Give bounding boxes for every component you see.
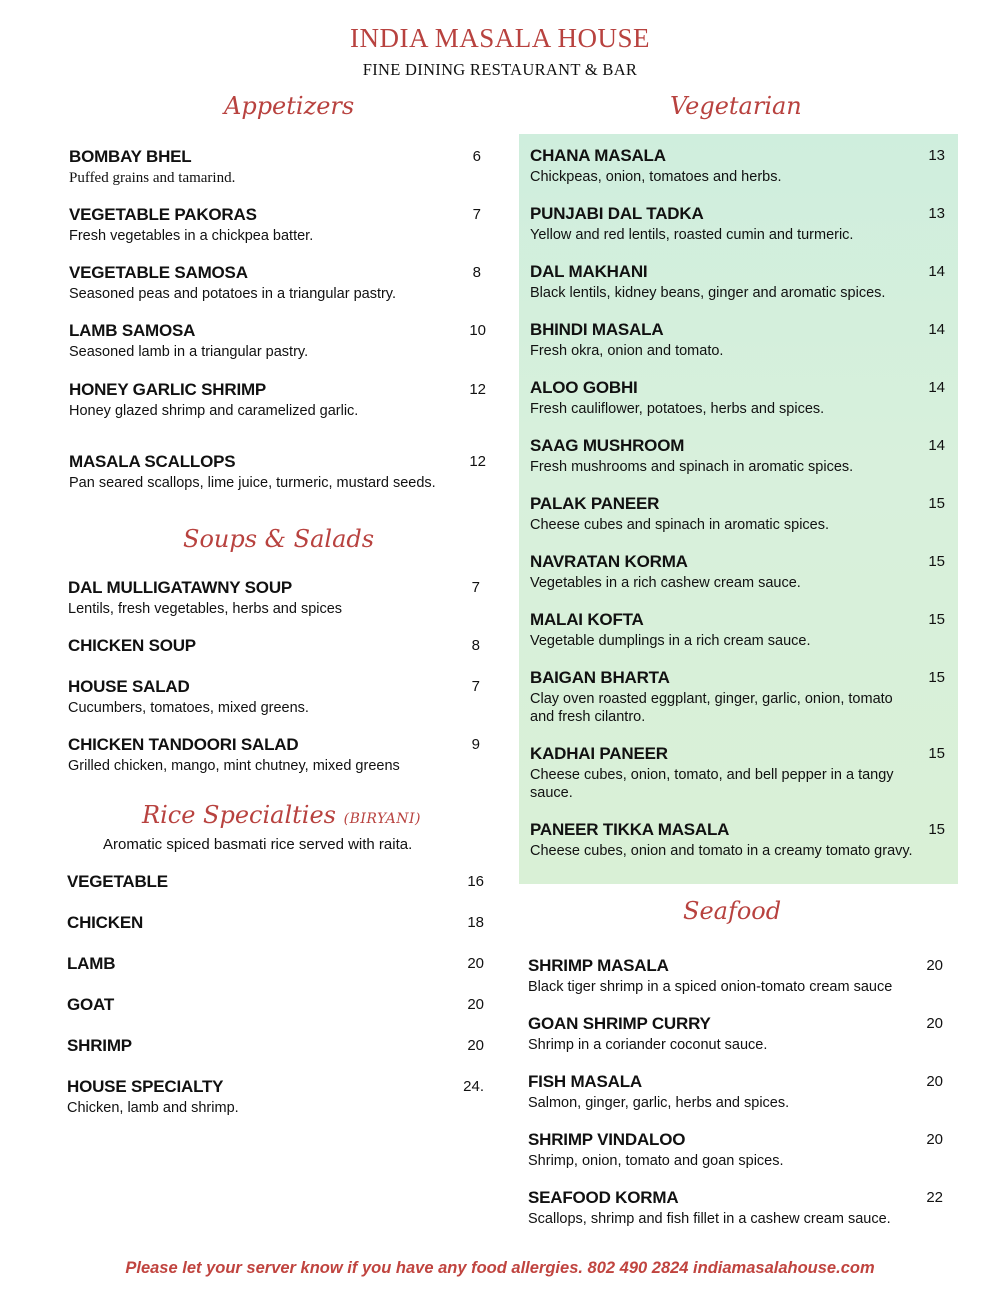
item-name: GOAT <box>67 995 115 1014</box>
item-name: BAIGAN BHARTA <box>530 668 670 687</box>
menu-item <box>530 494 915 534</box>
item-description: Black tiger shrimp in a spiced onion-tomato cream sauce <box>528 979 893 995</box>
item-price: 10 <box>469 322 486 339</box>
soups-salads-heading: Soups & Salads <box>183 525 375 553</box>
menu-item <box>69 147 459 187</box>
item-description: Fresh cauliflower, potatoes, herbs and spices. <box>530 401 825 417</box>
item-description: Shrimp in a coriander coconut sauce. <box>528 1037 768 1053</box>
rice-section-note: Aromatic spiced basmati rice served with raita. <box>103 836 413 853</box>
item-name: GOAN SHRIMP CURRY <box>528 1014 711 1033</box>
menu-item <box>528 1072 913 1112</box>
allergy-footer: Please let your server know if you have any food allergies. 802 490 2824 indiamasalahouse.com <box>125 1259 875 1277</box>
menu-item <box>68 578 458 618</box>
item-price: 20 <box>926 1073 943 1090</box>
menu-item <box>69 321 459 361</box>
item-name: SAAG MUSHROOM <box>530 436 685 455</box>
item-name: SHRIMP VINDALOO <box>528 1130 686 1149</box>
item-name: DAL MAKHANI <box>530 262 648 281</box>
item-price: 15 <box>928 553 945 570</box>
menu-item <box>69 205 459 245</box>
menu-item <box>528 1188 913 1228</box>
item-description: Fresh vegetables in a chickpea batter. <box>69 228 314 244</box>
restaurant-name: INDIA MASALA HOUSE <box>349 23 650 53</box>
item-name: HOUSE SALAD <box>68 677 190 696</box>
item-description: Pan seared scallops, lime juice, turmeric, mustard seeds. <box>69 475 436 491</box>
item-name: VEGETABLE <box>67 872 168 891</box>
item-name: BHINDI MASALA <box>530 320 664 339</box>
item-price: 20 <box>467 955 484 972</box>
item-price: 15 <box>928 611 945 628</box>
item-price: 14 <box>928 437 945 454</box>
menu-item <box>530 146 915 186</box>
item-price: 13 <box>928 205 945 222</box>
menu-item <box>530 378 915 418</box>
item-price: 12 <box>469 453 486 470</box>
item-price: 7 <box>472 206 481 223</box>
item-price: 6 <box>472 148 481 165</box>
item-description: Black lentils, kidney beans, ginger and aromatic spices. <box>530 285 886 301</box>
item-description: Cheese cubes and spinach in aromatic spices. <box>530 517 830 533</box>
item-description: Vegetable dumplings in a rich cream sauce. <box>530 633 811 649</box>
item-name: CHANA MASALA <box>530 146 666 165</box>
appetizers-heading: Appetizers <box>224 92 355 120</box>
menu-item <box>530 262 915 302</box>
item-price: 18 <box>467 914 484 931</box>
menu-item <box>530 204 915 244</box>
vegetarian-heading: Vegetarian <box>670 92 802 120</box>
rice-heading-note: (BIRYANI) <box>343 811 422 827</box>
item-description: Chicken, lamb and shrimp. <box>67 1100 239 1116</box>
item-price: 22 <box>926 1189 943 1206</box>
item-name: LAMB <box>67 954 116 973</box>
item-name: BOMBAY BHEL <box>69 147 192 166</box>
menu-item <box>528 1130 913 1170</box>
menu-item <box>530 320 915 360</box>
menu-item <box>68 735 458 775</box>
menu-item <box>530 436 915 476</box>
item-name: VEGETABLE SAMOSA <box>69 263 248 282</box>
item-name: CHICKEN SOUP <box>68 636 196 655</box>
item-price: 15 <box>928 669 945 686</box>
item-name: CHICKEN TANDOORI SALAD <box>68 735 299 754</box>
item-name: PUNJABI DAL TADKA <box>530 204 704 223</box>
item-name: PALAK PANEER <box>530 494 660 513</box>
item-price: 7 <box>471 579 480 596</box>
item-description: Yellow and red lentils, roasted cumin and turmeric. <box>530 227 854 243</box>
item-price: 15 <box>928 495 945 512</box>
item-price: 14 <box>928 379 945 396</box>
item-name: MASALA SCALLOPS <box>69 452 236 471</box>
menu-item <box>68 677 458 717</box>
menu-item <box>67 1036 447 1056</box>
item-price: 13 <box>928 147 945 164</box>
menu-item <box>530 820 915 860</box>
menu-item <box>68 636 458 656</box>
item-description: Seasoned lamb in a triangular pastry. <box>69 344 309 360</box>
item-description: Puffed grains and tamarind. <box>69 170 236 186</box>
menu-item <box>530 744 915 802</box>
menu-item <box>530 610 915 650</box>
item-name: DAL MULLIGATAWNY SOUP <box>68 578 293 597</box>
menu-item <box>67 995 447 1015</box>
item-description: Fresh okra, onion and tomato. <box>530 343 724 359</box>
item-name: LAMB SAMOSA <box>69 321 196 340</box>
item-price: 16 <box>467 873 484 890</box>
item-price: 8 <box>471 637 480 654</box>
item-price: 14 <box>928 321 945 338</box>
item-price: 20 <box>926 1131 943 1148</box>
item-price: 15 <box>928 821 945 838</box>
item-price: 20 <box>926 957 943 974</box>
item-price: 7 <box>471 678 480 695</box>
item-price: 20 <box>467 1037 484 1054</box>
item-description: Seasoned peas and potatoes in a triangular pastry. <box>69 286 397 302</box>
menu-item <box>67 872 447 892</box>
item-price: 15 <box>928 745 945 762</box>
item-name: CHICKEN <box>67 913 144 932</box>
item-name: ALOO GOBHI <box>530 378 638 397</box>
menu-item <box>69 380 459 420</box>
item-description: Chickpeas, onion, tomatoes and herbs. <box>530 169 782 185</box>
item-name: NAVRATAN KORMA <box>530 552 688 571</box>
item-name: SEAFOOD KORMA <box>528 1188 679 1207</box>
rice-heading-text: Rice Specialties <box>142 801 336 829</box>
item-price: 8 <box>472 264 481 281</box>
item-name: SHRIMP MASALA <box>528 956 669 975</box>
item-description: Shrimp, onion, tomato and goan spices. <box>528 1153 784 1169</box>
menu-item <box>69 452 469 492</box>
menu-header <box>0 22 1000 80</box>
item-name: HONEY GARLIC SHRIMP <box>69 380 267 399</box>
item-price: 12 <box>469 381 486 398</box>
item-description: Lentils, fresh vegetables, herbs and spices <box>68 601 343 617</box>
menu-item <box>67 913 447 933</box>
menu-item <box>528 956 913 996</box>
item-description: Cucumbers, tomatoes, mixed greens. <box>68 700 309 716</box>
item-price: 14 <box>928 263 945 280</box>
item-name: KADHAI PANEER <box>530 744 668 763</box>
menu-item <box>69 263 459 303</box>
item-description: Grilled chicken, mango, mint chutney, mixed greens <box>68 758 400 774</box>
restaurant-subtitle: FINE DINING RESTAURANT & BAR <box>362 60 638 79</box>
menu-item <box>67 1077 447 1117</box>
menu-item <box>530 668 915 726</box>
seafood-heading: Seafood <box>683 897 782 925</box>
item-description: Cheese cubes, onion, tomato, and bell pepper in a tangy sauce. <box>530 767 894 801</box>
item-name: FISH MASALA <box>528 1072 642 1091</box>
item-description: Clay oven roasted eggplant, ginger, garlic, onion, tomato and fresh cilantro. <box>530 691 893 725</box>
menu-item <box>530 552 915 592</box>
item-description: Honey glazed shrimp and caramelized garlic. <box>69 403 359 419</box>
item-description: Salmon, ginger, garlic, herbs and spices. <box>528 1095 790 1111</box>
item-price: 20 <box>926 1015 943 1032</box>
item-price: 9 <box>471 736 480 753</box>
menu-item <box>67 954 447 974</box>
item-description: Vegetables in a rich cashew cream sauce. <box>530 575 801 591</box>
item-name: HOUSE SPECIALTY <box>67 1077 224 1096</box>
item-price: 24. <box>463 1078 484 1095</box>
item-price: 20 <box>467 996 484 1013</box>
item-description: Cheese cubes, onion and tomato in a creamy tomato gravy. <box>530 843 913 859</box>
menu-item <box>528 1014 913 1054</box>
item-name: PANEER TIKKA MASALA <box>530 820 730 839</box>
item-description: Fresh mushrooms and spinach in aromatic spices. <box>530 459 854 475</box>
item-description: Scallops, shrimp and fish fillet in a cashew cream sauce. <box>528 1211 891 1227</box>
item-name: VEGETABLE PAKORAS <box>69 205 257 224</box>
item-name: MALAI KOFTA <box>530 610 644 629</box>
rice-specialties-heading <box>142 801 421 829</box>
item-name: SHRIMP <box>67 1036 132 1055</box>
